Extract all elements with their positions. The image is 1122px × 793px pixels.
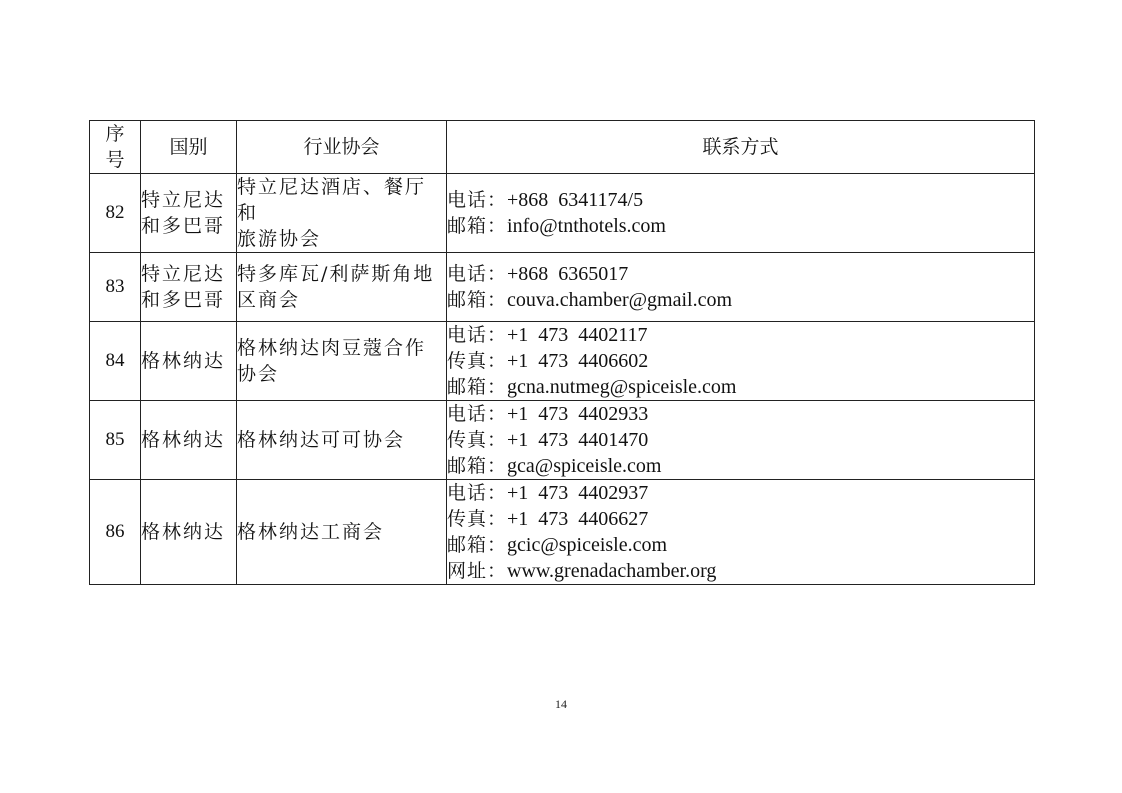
table-row bbox=[90, 253, 1035, 322]
serial-number-cell: 84 bbox=[90, 322, 141, 401]
header-serial-number-line2: 号 bbox=[105, 149, 125, 171]
table-row bbox=[90, 322, 1035, 401]
phone-label: 电话： bbox=[447, 403, 508, 425]
country-line: 格林纳达 bbox=[141, 350, 226, 372]
association-cell bbox=[237, 174, 447, 253]
contact-cell bbox=[447, 174, 1035, 253]
association-line: 格林纳达可可协会 bbox=[237, 429, 406, 451]
header-contact: 联系方式 bbox=[447, 121, 1035, 174]
email-value: couva.chamber@gmail.com bbox=[507, 289, 733, 311]
email-label: 邮箱： bbox=[447, 289, 508, 311]
phone-value: +1 473 4402933 bbox=[507, 403, 649, 425]
country-cell bbox=[141, 322, 237, 401]
phone-value: +1 473 4402117 bbox=[507, 324, 648, 346]
phone-label: 电话： bbox=[447, 324, 508, 346]
phone-line bbox=[447, 187, 1034, 213]
association-cell bbox=[237, 253, 447, 322]
email-line bbox=[447, 453, 1034, 479]
email-label: 邮箱： bbox=[447, 215, 508, 237]
email-line bbox=[447, 532, 1034, 558]
country-cell bbox=[141, 174, 237, 253]
phone-value: +1 473 4402937 bbox=[507, 482, 649, 504]
country-cell bbox=[141, 401, 237, 480]
phone-label: 电话： bbox=[447, 482, 508, 504]
email-label: 邮箱： bbox=[447, 534, 508, 556]
fax-line bbox=[447, 427, 1034, 453]
association-cell bbox=[237, 322, 447, 401]
country-line: 特立尼达 bbox=[141, 263, 226, 285]
phone-line bbox=[447, 480, 1034, 506]
table-row bbox=[90, 401, 1035, 480]
association-cell bbox=[237, 401, 447, 480]
contact-cell bbox=[447, 322, 1035, 401]
country-line: 特立尼达 bbox=[141, 189, 226, 211]
phone-label: 电话： bbox=[447, 189, 508, 211]
contact-cell bbox=[447, 253, 1035, 322]
serial-number-cell: 83 bbox=[90, 253, 141, 322]
email-value: info@tnthotels.com bbox=[507, 215, 666, 237]
association-line: 格林纳达肉豆蔻合作 bbox=[237, 337, 427, 359]
phone-line bbox=[447, 401, 1034, 427]
email-line bbox=[447, 213, 1034, 239]
association-line: 协会 bbox=[237, 363, 280, 385]
serial-number-cell: 86 bbox=[90, 480, 141, 585]
fax-value: +1 473 4401470 bbox=[507, 429, 649, 451]
email-value: gca@spiceisle.com bbox=[507, 455, 662, 477]
email-label: 邮箱： bbox=[447, 376, 508, 398]
email-line bbox=[447, 287, 1034, 313]
country-cell bbox=[141, 253, 237, 322]
fax-line bbox=[447, 506, 1034, 532]
phone-label: 电话： bbox=[447, 263, 508, 285]
association-line: 特多库瓦/利萨斯角地 bbox=[237, 263, 435, 285]
fax-label: 传真： bbox=[447, 350, 508, 372]
association-line: 特立尼达酒店、餐厅和 bbox=[237, 176, 427, 224]
serial-number-cell: 82 bbox=[90, 174, 141, 253]
page-number: 14 bbox=[555, 697, 567, 711]
country-cell bbox=[141, 480, 237, 585]
website-value: www.grenadachamber.org bbox=[507, 560, 717, 582]
table-header-row bbox=[90, 121, 1035, 174]
table-row bbox=[90, 174, 1035, 253]
country-line: 和多巴哥 bbox=[141, 289, 226, 311]
serial-number-cell: 85 bbox=[90, 401, 141, 480]
email-label: 邮箱： bbox=[447, 455, 508, 477]
header-country: 国别 bbox=[141, 121, 237, 174]
phone-value: +868 6365017 bbox=[507, 263, 629, 285]
contact-cell bbox=[447, 480, 1035, 585]
website-label: 网址： bbox=[447, 560, 508, 582]
email-value: gcic@spiceisle.com bbox=[507, 534, 668, 556]
phone-line bbox=[447, 322, 1034, 348]
header-serial-number bbox=[90, 121, 141, 174]
website-line bbox=[447, 558, 1034, 584]
email-line bbox=[447, 374, 1034, 400]
association-cell bbox=[237, 480, 447, 585]
contact-cell bbox=[447, 401, 1035, 480]
association-line: 格林纳达工商会 bbox=[237, 521, 385, 543]
country-line: 格林纳达 bbox=[141, 521, 226, 543]
phone-line bbox=[447, 261, 1034, 287]
fax-line bbox=[447, 348, 1034, 374]
phone-value: +868 6341174/5 bbox=[507, 189, 644, 211]
email-value: gcna.nutmeg@spiceisle.com bbox=[507, 376, 737, 398]
header-serial-number-line1: 序 bbox=[105, 123, 125, 145]
fax-label: 传真： bbox=[447, 508, 508, 530]
association-contact-table bbox=[89, 120, 1035, 585]
association-line: 区商会 bbox=[237, 289, 301, 311]
fax-value: +1 473 4406627 bbox=[507, 508, 649, 530]
country-line: 和多巴哥 bbox=[141, 215, 226, 237]
association-line: 旅游协会 bbox=[237, 228, 322, 250]
fax-label: 传真： bbox=[447, 429, 508, 451]
header-association: 行业协会 bbox=[237, 121, 447, 174]
country-line: 格林纳达 bbox=[141, 429, 226, 451]
fax-value: +1 473 4406602 bbox=[507, 350, 649, 372]
table-row bbox=[90, 480, 1035, 585]
